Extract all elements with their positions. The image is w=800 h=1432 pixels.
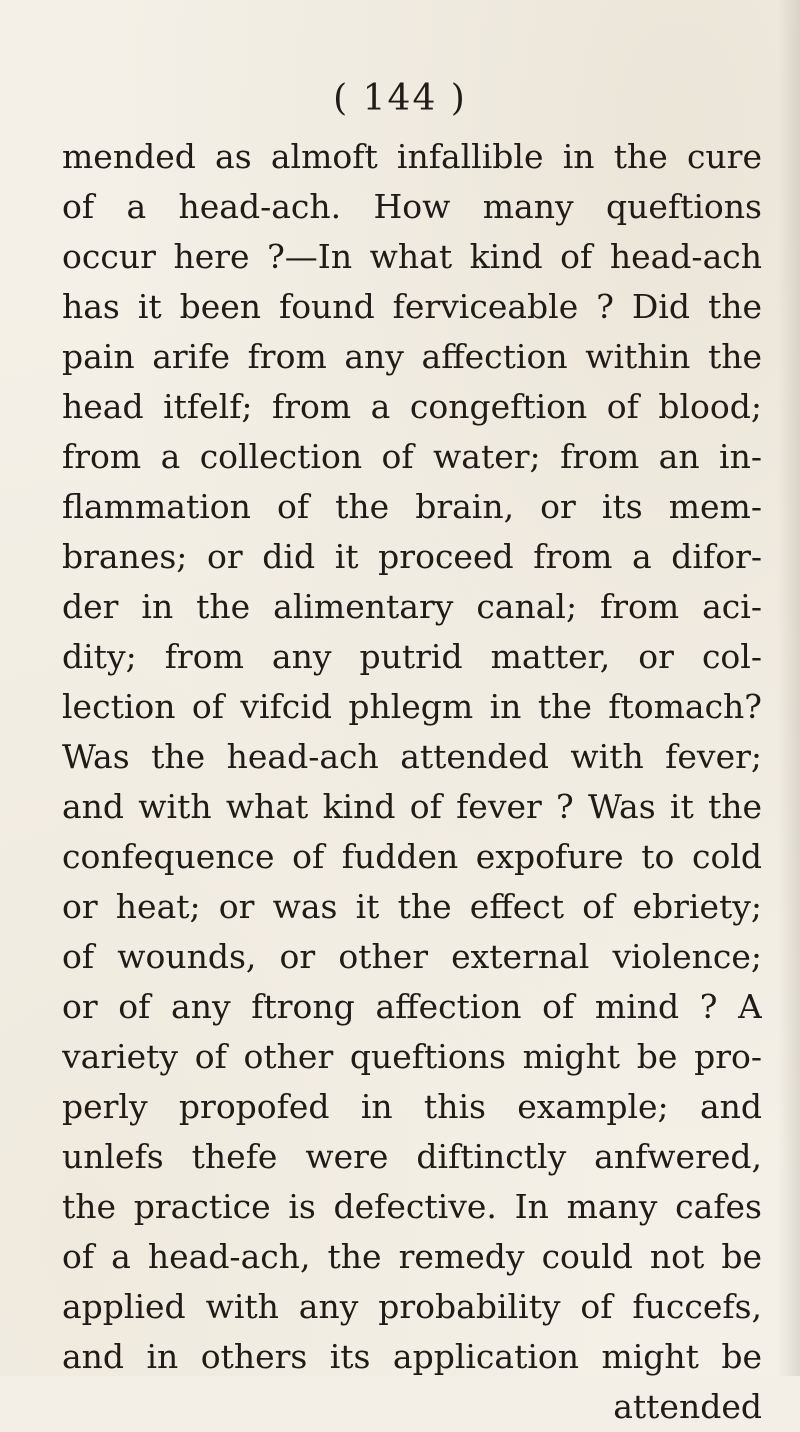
catchword: attended (613, 1387, 762, 1426)
text-line: applied with any probability of fuccefs, (62, 1287, 762, 1326)
text-line: Was the head-ach attended with fever; (62, 737, 762, 776)
text-line: occur here ?—In what kind of head-ach (62, 237, 762, 276)
text-line: pain arife from any affection within the (62, 337, 762, 376)
text-line: branes; or did it proceed from a difor- (62, 537, 762, 576)
page-edge-shadow (778, 0, 800, 1376)
text-line: dity; from any putrid matter, or col- (62, 637, 762, 676)
text-line: or of any ftrong affection of mind ? A (62, 987, 762, 1026)
body-text (62, 132, 762, 1432)
text-line: der in the alimentary canal; from aci- (62, 587, 762, 626)
text-line: variety of other queftions might be pro- (62, 1037, 762, 1076)
text-line: head itfelf; from a congeftion of blood; (62, 387, 762, 426)
text-line: or heat; or was it the effect of ebriety; (62, 887, 762, 926)
text-line: from a collection of water; from an in- (62, 437, 762, 476)
text-line: of a head-ach. How many queftions (62, 187, 762, 226)
text-line: and with what kind of fever ? Was it the (62, 787, 762, 826)
text-line: confequence of fudden expofure to cold (62, 837, 762, 876)
text-line: mended as almoft infallible in the cure (62, 137, 762, 176)
page-number: ( 144 ) (333, 78, 467, 119)
text-line: unlefs thefe were diftinctly anfwered, (62, 1137, 762, 1176)
text-line: the practice is defective. In many cafes (62, 1187, 762, 1226)
text-line: and in others its application might be (62, 1337, 762, 1376)
text-line: flammation of the brain, or its mem- (62, 487, 762, 526)
text-line: perly propofed in this example; and (62, 1087, 762, 1126)
text-line: of a head-ach, the remedy could not be (62, 1237, 762, 1276)
text-line: has it been found ferviceable ? Did the (62, 287, 762, 326)
text-line: lection of vifcid phlegm in the ftomach? (62, 687, 762, 726)
text-line: of wounds, or other external violence; (62, 937, 762, 976)
